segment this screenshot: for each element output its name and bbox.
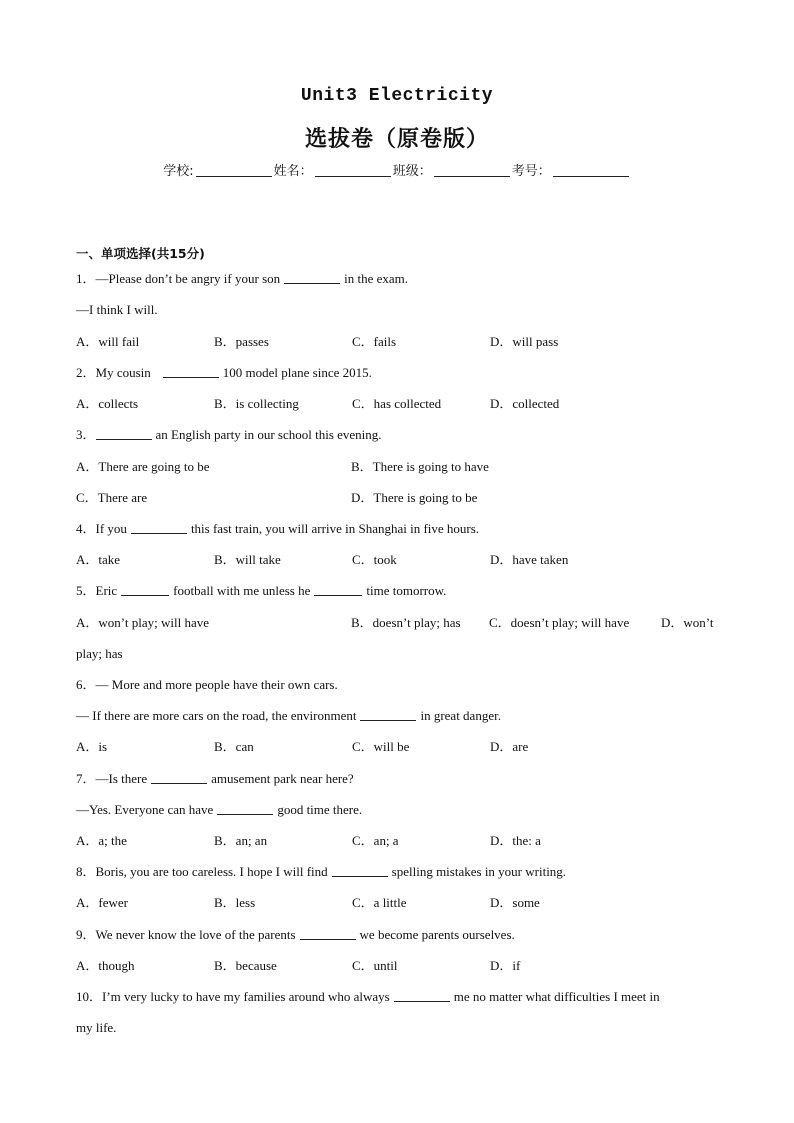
option-d[interactable]: D．won’t — [661, 615, 714, 630]
school-blank[interactable] — [196, 164, 272, 177]
answer-blank[interactable] — [314, 584, 362, 596]
name-label: 姓名： — [273, 164, 313, 179]
option-c[interactable]: C．an; a — [352, 833, 399, 848]
question-3-stem: 3． an English party in our school this evening. — [76, 427, 382, 442]
option-c[interactable]: C．took — [352, 552, 397, 567]
option-a[interactable]: A．is — [76, 739, 108, 754]
option-a[interactable]: A．will fail — [76, 334, 140, 349]
answer-blank[interactable] — [332, 865, 388, 877]
answer-blank[interactable] — [300, 928, 356, 940]
question-6-reply: — If there are more cars on the road, the environment in great danger. — [76, 708, 501, 723]
option-c[interactable]: C．a little — [352, 895, 407, 910]
answer-blank[interactable] — [284, 272, 340, 284]
question-10-stem-wrap: my life. — [76, 1020, 117, 1035]
answer-blank[interactable] — [151, 772, 207, 784]
student-info-line — [0, 160, 794, 179]
answer-blank[interactable] — [96, 428, 152, 440]
name-blank[interactable] — [315, 164, 391, 177]
option-a[interactable]: A．a; the — [76, 833, 127, 848]
option-b[interactable]: B．can — [214, 739, 254, 754]
answer-blank[interactable] — [394, 990, 450, 1002]
document-subtitle: 选拔卷（原卷版） — [304, 127, 489, 152]
option-a[interactable]: A．though — [76, 958, 135, 973]
class-blank[interactable] — [434, 164, 510, 177]
option-a[interactable]: A．There are going to be — [76, 459, 210, 474]
option-c[interactable]: C．There are — [76, 490, 148, 505]
option-b[interactable]: B．an; an — [214, 833, 268, 848]
exam-no-blank[interactable] — [553, 164, 629, 177]
option-b[interactable]: B．will take — [214, 552, 281, 567]
question-7-reply: —Yes. Everyone can have good time there. — [76, 802, 363, 817]
option-b[interactable]: B．doesn’t play; has — [351, 615, 461, 630]
question-9-stem: 9．We never know the love of the parents we become parents ourselves. — [76, 927, 515, 942]
class-label: 班级： — [392, 164, 432, 179]
option-c[interactable]: C．fails — [352, 334, 397, 349]
exam-no-label: 考号： — [511, 164, 551, 179]
option-b[interactable]: B．is collecting — [214, 396, 299, 411]
answer-blank[interactable] — [121, 584, 169, 596]
question-2-stem: 2．My cousin 100 model plane since 2015. — [76, 365, 372, 380]
option-c[interactable]: C．will be — [352, 739, 410, 754]
option-d[interactable]: D．are — [490, 739, 529, 754]
question-1-stem: 1．—Please don’t be angry if your son in the exam. — [76, 271, 409, 286]
document-title: Unit3 Electricity — [300, 86, 494, 106]
option-b[interactable]: B．because — [214, 958, 277, 973]
question-6-stem: 6．— More and more people have their own cars. — [76, 677, 338, 692]
question-1-reply: —I think I will. — [76, 302, 158, 317]
section-heading: 一、单项选择(共15分) — [76, 246, 205, 261]
question-8-stem: 8．Boris, you are too careless. I hope I will find spelling mistakes in your writing. — [76, 864, 567, 879]
option-a[interactable]: A．collects — [76, 396, 139, 411]
question-5-stem: 5．Eric football with me unless he time tomorrow. — [76, 583, 447, 598]
answer-blank[interactable] — [217, 803, 273, 815]
answer-blank[interactable] — [131, 522, 187, 534]
option-b[interactable]: B．There is going to have — [351, 459, 489, 474]
option-a[interactable]: A．take — [76, 552, 121, 567]
answer-blank[interactable] — [360, 709, 416, 721]
answer-blank[interactable] — [163, 366, 219, 378]
option-b[interactable]: B．less — [214, 895, 256, 910]
option-d[interactable]: D．have taken — [490, 552, 569, 567]
option-b[interactable]: B．passes — [214, 334, 269, 349]
question-7-stem: 7．—Is there amusement park near here? — [76, 771, 354, 786]
option-d[interactable]: D．if — [490, 958, 521, 973]
option-d[interactable]: D．collected — [490, 396, 560, 411]
question-4-stem: 4．If you this fast train, you will arrive in Shanghai in five hours. — [76, 521, 480, 536]
option-a[interactable]: A．won’t play; will have — [76, 615, 209, 630]
option-d[interactable]: D．some — [490, 895, 540, 910]
option-a[interactable]: A．fewer — [76, 895, 128, 910]
option-c[interactable]: C．has collected — [352, 396, 442, 411]
option-c[interactable]: C．until — [352, 958, 398, 973]
option-d[interactable]: D．the: a — [490, 833, 541, 848]
option-d[interactable]: D．will pass — [490, 334, 559, 349]
option-d[interactable]: D．There is going to be — [351, 490, 478, 505]
question-10-stem: 10．I’m very lucky to have my families around who always me no matter what difficulties I meet in — [76, 989, 660, 1004]
option-c[interactable]: C．doesn’t play; will have — [489, 615, 630, 630]
school-label: 学校: — [163, 164, 194, 179]
question-5-options-wrap: play; has — [76, 646, 123, 661]
